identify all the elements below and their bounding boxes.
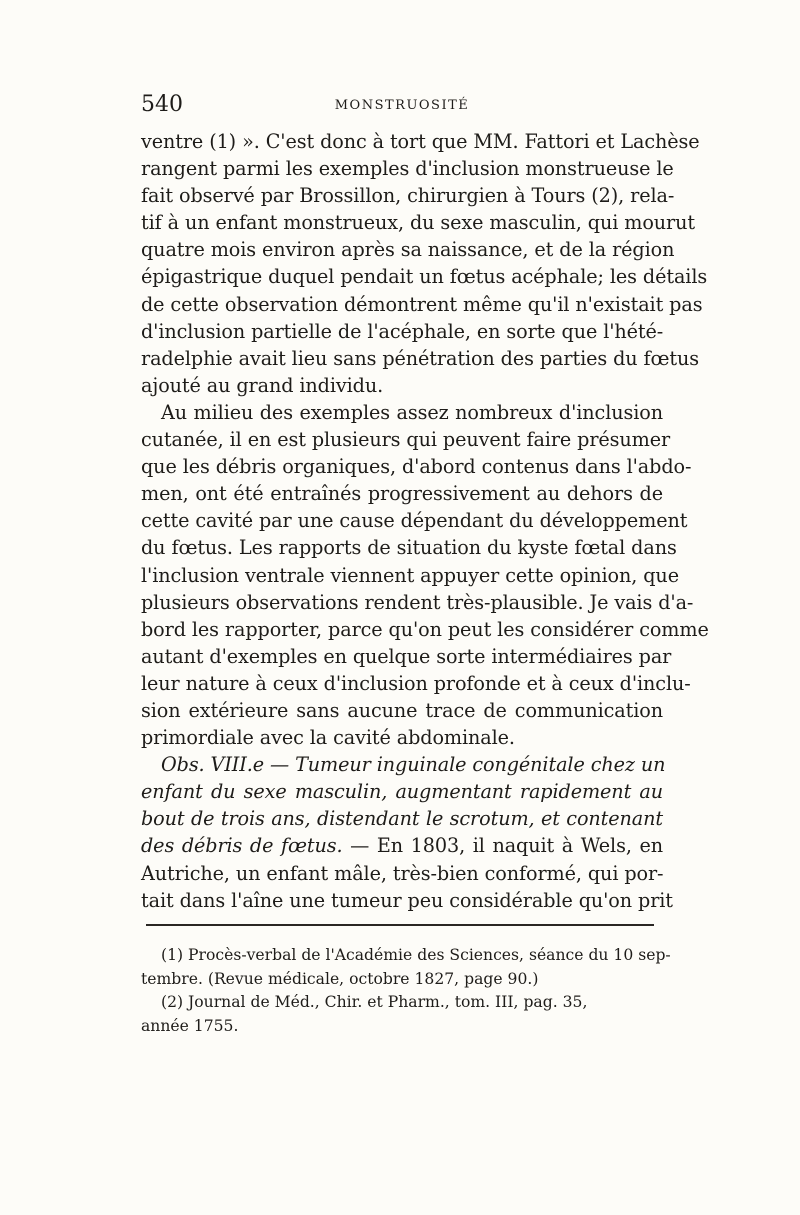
text-line: rangent parmi les exemples d'inclusion monstrueuse le [141,157,674,181]
text-line: l'inclusion ventrale viennent appuyer cette opinion, que [141,563,679,587]
page-number: 540 [141,92,183,117]
text-line: radelphie avait lieu sans pénétration des parties du fœtus [141,346,700,370]
text-line: plusieurs observations rendent très-plausible. Je vais d'a- [141,590,694,614]
running-title: MONSTRUOSITÉ [334,98,470,113]
running-head [141,92,663,118]
text-line: ventre (1) ». C'est donc à tort que MM. Fattori et Lachèse [141,130,700,153]
text-line: du fœtus. Les rapports de situation du kyste fœtal dans [141,536,677,560]
text-line: Autriche, un enfant mâle, très-bien conformé, qui por- [141,861,664,885]
text-line: quatre mois environ après sa naissance, et de la région [141,238,675,262]
footnote-rule [146,924,654,926]
observation-text-start: — En 1803, il naquit à Wels, en [350,834,663,858]
footnote-2: (2) Journal de Méd., Chir. et Pharm., tom. III, pag. 35, [161,993,588,1011]
text-line: fait observé par Brossillon, chirurgien à Tours (2), rela- [141,184,675,208]
text-line: men, ont été entraînés progressivement au dehors de [141,482,663,506]
text-line: cette cavité par une cause dépendant du développement [141,509,688,533]
body-text [141,128,709,914]
text-line: d'inclusion partielle de l'acéphale, en sorte que l'hété- [141,319,664,343]
text-line: tif à un enfant monstrueux, du sexe masculin, qui mourut [141,211,695,235]
text-line: cutanée, il en est plusieurs qui peuvent faire présumer [141,428,671,452]
footnote-1-continued: tembre. (Revue médicale, octobre 1827, page 90.) [141,969,539,988]
paragraph-start-line: Au milieu des exemples assez nombreux d'inclusion [161,400,663,424]
text-line: sion extérieure sans aucune trace de communication [141,698,663,722]
text-line: tait dans l'aîne une tumeur peu considérable qu'on prit [141,888,673,912]
text-line: autant d'exemples en quelque sorte intermédiaires par [141,644,672,668]
text-line: de cette observation démontrent même qu'il n'existait pas [141,292,703,316]
observation-mixed-line [141,832,663,859]
footnote-1: (1) Procès-verbal de l'Académie des Sciences, séance du 10 sep- [161,946,671,964]
observation-title-line: bout de trois ans, distendant le scrotum, et contenant [141,807,663,831]
footnote-2-continued: année 1755. [141,1016,239,1035]
text-line: leur nature à ceux d'inclusion profonde et à ceux d'inclu- [141,671,691,695]
paragraph-end-line: ajouté au grand individu. [141,373,384,397]
text-line: épigastrique duquel pendait un fœtus acéphale; les détails [141,265,708,289]
paragraph-end-line: primordiale avec la cavité abdominale. [141,726,515,750]
footnotes [141,944,671,1038]
observation-title-line: enfant du sexe masculin, augmentant rapidement au [141,780,663,804]
text-line: bord les rapporter, parce qu'on peut les considérer comme [141,617,709,641]
text-line: que les débris organiques, d'abord contenus dans l'abdo- [141,455,692,479]
observation-title-end: des débris de fœtus. [141,834,343,858]
observation-title-line: Obs. VIII.e — Tumeur inguinale congénitale chez un [161,753,666,777]
